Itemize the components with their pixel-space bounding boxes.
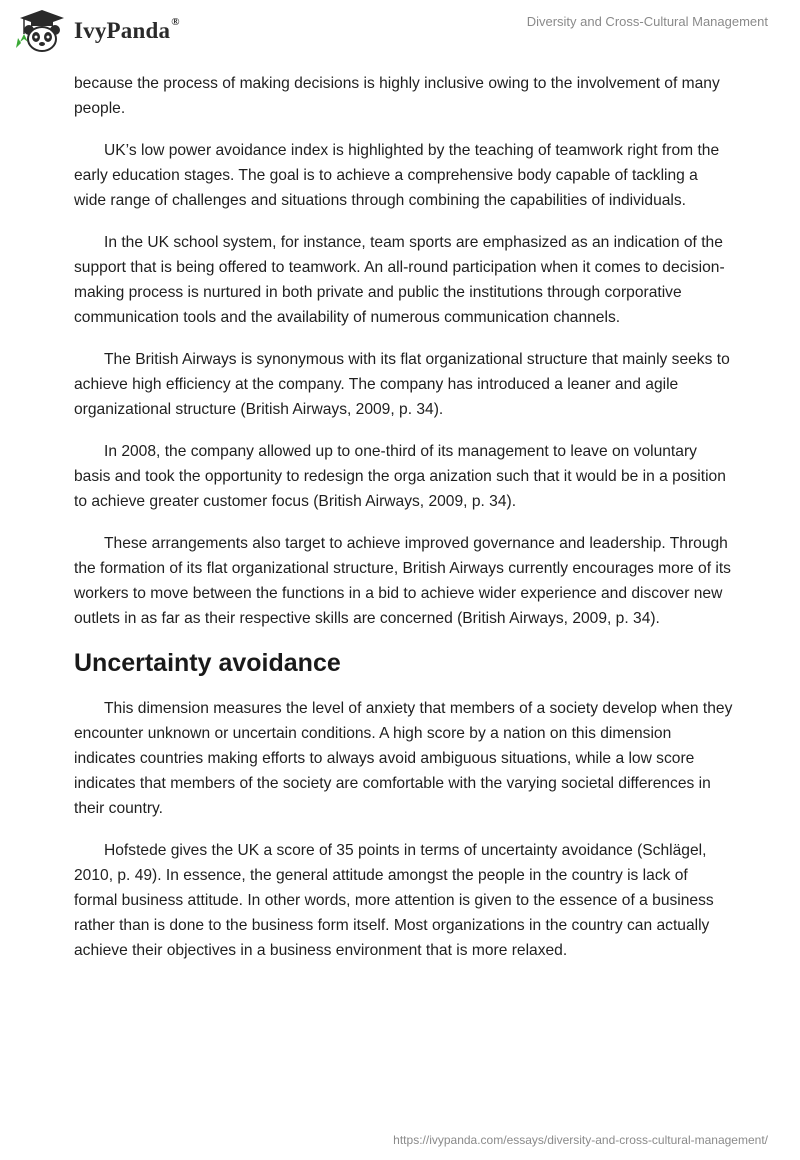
paragraph: UK’s low power avoidance index is highlighted by the teaching of teamwork right from the early education stages. The goal is to achieve a comprehensive body capable of tackling a wide range of challenges and situations through combining the capabilities of individuals. — [74, 142, 720, 209]
paragraph: This dimension measures the level of anxiety that members of a society develop when they encounter unknown or uncertain conditions. A high score by a nation on this dimension indicates countries making efforts to always avoid ambiguous situations, while a low score indicates that members of the society are comfortable with the varying societal differences in their country. — [74, 700, 733, 817]
paragraph-continuation: because the process of making decisions is highly inclusive owing to the involvement of many people. — [74, 75, 720, 117]
section-heading: Uncertainty avoidance — [74, 649, 341, 677]
paragraph: The British Airways is synonymous with its flat organizational structure that mainly seeks to achieve high efficiency at the company. The company has introduced a leaner and agile organizational structure (British Airways, 2009, p. 34). — [74, 351, 730, 418]
footer-url[interactable]: https://ivypanda.com/essays/diversity-and-cross-cultural-management/ — [393, 1133, 768, 1147]
essay-body — [74, 71, 734, 980]
paragraph: Hofstede gives the UK a score of 35 points in terms of uncertainty avoidance (Schlägel, 2010, p. 49). In essence, the general attitude amongst the people in the country is lack of formal business attitude. In other words, more attention is given to the essence of a business rather than is done to the business form itself. Most organizations in the country can actually achieve their objectives in a business environment that is more relaxed. — [74, 842, 714, 959]
brand-text: IvyPanda — [74, 18, 171, 43]
paragraph: These arrangements also target to achieve improved governance and leadership. Through the formation of its flat organizational structure, British Airways currently encourages more of its workers to move between the functions in a bid to achieve wider experience and discover new outlets in as far as their respective skills are concerned (British Airways, 2009, p. 34). — [74, 535, 731, 627]
page-header — [0, 0, 800, 70]
panda-graduate-icon — [14, 8, 70, 54]
brand-name — [74, 18, 180, 44]
ivypanda-logo[interactable] — [14, 8, 180, 54]
document-title: Diversity and Cross-Cultural Management — [526, 14, 768, 29]
registered-mark: ® — [171, 16, 180, 28]
paragraph: In 2008, the company allowed up to one-third of its management to leave on voluntary basis and took the opportunity to redesign the orga anization such that it would be in a position to achieve greater customer focus (British Airways, 2009, p. 34). — [74, 443, 726, 510]
paragraph: In the UK school system, for instance, team sports are emphasized as an indication of the support that is being offered to teamwork. An all-round participation when it comes to decision-making process is nurtured in both private and public the institutions through corporative communication tools and the availability of numerous communication channels. — [74, 234, 725, 326]
